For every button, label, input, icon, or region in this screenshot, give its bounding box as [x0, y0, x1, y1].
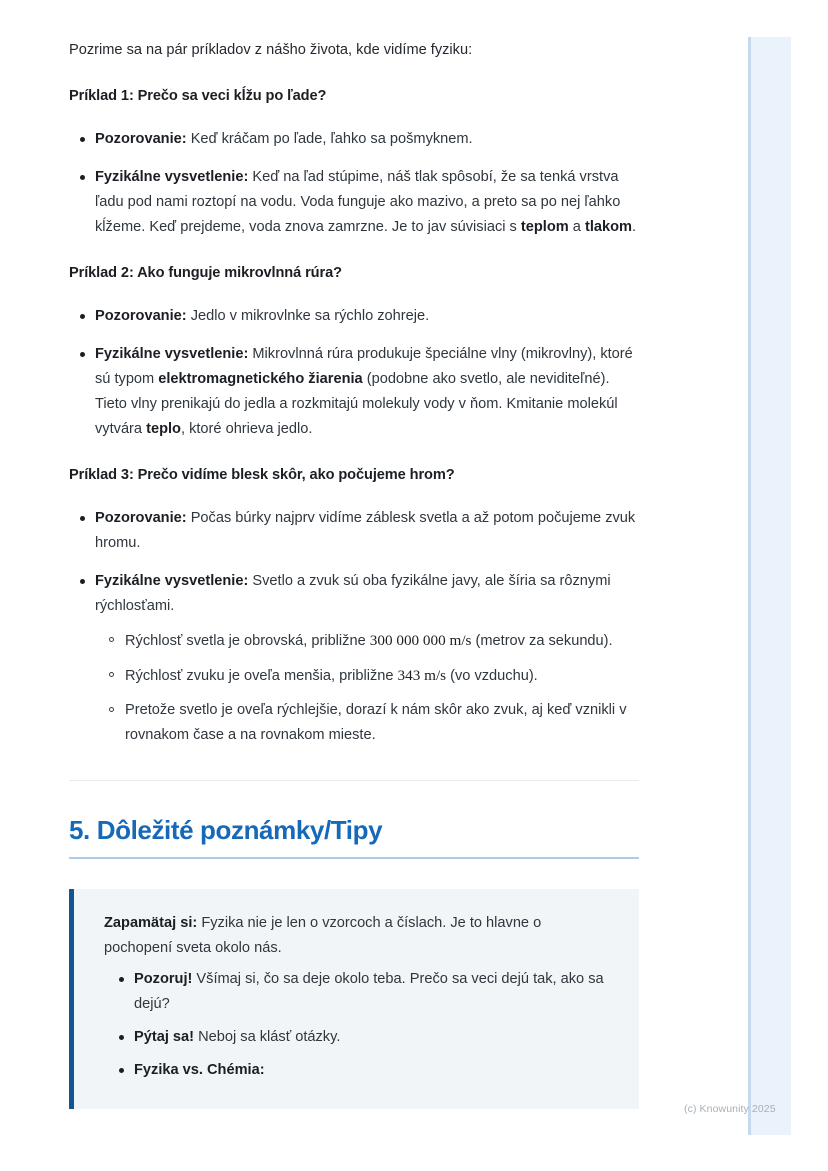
item-emphasis: elektromagnetického žiarenia	[158, 371, 363, 387]
example-3-list	[69, 506, 639, 748]
item-label: Pýtaj sa!	[134, 1029, 195, 1045]
item-emphasis: tlakom	[584, 219, 633, 235]
item-text: .	[632, 219, 637, 235]
copyright-watermark: (c) Knowunity 2025	[684, 1103, 776, 1115]
spacer	[69, 63, 639, 84]
item-text: (podobne ako svetlo, ale neviditeľné). Tieto vlny prenikajú do jedla a rozkmitajú molekuly vody v ňom. Kmitanie molekúl vytvára	[95, 371, 618, 437]
item-emphasis: teplom	[520, 219, 569, 235]
spacer	[69, 442, 639, 463]
math-expression: 343 m/s	[397, 667, 447, 684]
item-text: Počas búrky najprv vidíme záblesk svetla a až potom počujeme zvuk hromu.	[95, 510, 636, 551]
callout-list	[104, 967, 613, 1083]
sub-item-text: (metrov za sekundu).	[471, 633, 613, 649]
item-text: Mikrovlnná rúra produkuje špeciálne vlny (mikrovlny), ktoré sú typom	[95, 346, 633, 387]
sub-list-item	[125, 663, 639, 689]
list-item	[134, 967, 613, 1017]
spacer	[69, 781, 639, 813]
sub-item-text: Pretože svetlo je oveľa rýchlejšie, dorazí k nám skôr ako zvuk, aj keď vznikli v rovnakom čase a na rovnakom mieste.	[125, 702, 627, 743]
item-emphasis: teplo	[146, 421, 181, 437]
list-item	[95, 342, 639, 442]
example-3-heading: Príklad 3: Prečo vidíme blesk skôr, ako počujeme hrom?	[69, 467, 455, 483]
list-item	[95, 165, 639, 240]
list-item	[134, 1058, 613, 1083]
item-label: Fyzikálne vysvetlenie:	[95, 169, 249, 185]
sub-item-text: Rýchlosť svetla je obrovská, približne	[125, 633, 370, 649]
spacer	[69, 109, 639, 127]
important-notes-callout	[69, 889, 639, 1109]
item-text: Všímaj si, čo sa deje okolo teba. Prečo sa veci dejú tak, ako sa dejú?	[134, 971, 604, 1012]
item-text: Keď na ľad stúpime, náš tlak spôsobí, že sa tenká vrstva ľadu pod nami roztopí na vodu. Voda funguje ako mazivo, a preto sa po nej ľahko kĺžeme. Keď prejdeme, voda znova zamrzne. Je to jav súvisiaci s	[95, 169, 621, 235]
list-item	[95, 127, 639, 152]
sub-list-item	[125, 628, 639, 654]
item-label: Fyzikálne vysvetlenie:	[95, 573, 249, 589]
math-expression: 300 000 000 m/s	[369, 632, 472, 649]
item-label: Pozorovanie:	[95, 131, 187, 147]
sub-item-text: (vo vzduchu).	[446, 668, 538, 684]
example-3-sublist	[95, 628, 639, 748]
item-label: Pozorovanie:	[95, 308, 187, 324]
item-text: Keď kráčam po ľade, ľahko sa pošmyknem.	[186, 131, 473, 147]
item-label: Pozorovanie:	[95, 510, 187, 526]
intro-paragraph: Pozrime sa na pár príkladov z nášho života, kde vidíme fyziku:	[69, 42, 473, 58]
example-2-list	[69, 304, 639, 442]
document-content	[69, 38, 639, 1109]
list-item	[95, 506, 639, 556]
sub-item-text: Rýchlosť zvuku je oveľa menšia, približne	[125, 668, 398, 684]
item-text: Svetlo a zvuk sú oba fyzikálne javy, ale šíria sa rôznymi rýchlosťami.	[95, 573, 611, 614]
item-label: Pozoruj!	[134, 971, 193, 987]
spacer	[69, 748, 639, 780]
spacer	[69, 240, 639, 261]
callout-lead-label: Zapamätaj si:	[104, 915, 198, 931]
list-item	[95, 569, 639, 748]
item-text: Neboj sa klásť otázky.	[194, 1029, 341, 1045]
page-title: 5. Dôležité poznámky/Tipy	[69, 815, 383, 845]
item-text: , ktoré ohrieva jedlo.	[180, 421, 313, 437]
list-item	[95, 304, 639, 329]
item-label: Fyzikálne vysvetlenie:	[95, 346, 249, 362]
sub-list-item	[125, 698, 639, 748]
right-decorative-panel	[748, 37, 791, 1135]
spacer	[69, 488, 639, 506]
item-text: Jedlo v mikrovlnke sa rýchlo zohreje.	[186, 308, 430, 324]
example-1-list	[69, 127, 639, 240]
list-item	[134, 1025, 613, 1050]
example-1-heading: Príklad 1: Prečo sa veci kĺžu po ľade?	[69, 88, 327, 104]
section-title-underline	[69, 857, 639, 859]
callout-lead	[104, 911, 613, 961]
item-label: Fyzika vs. Chémia:	[134, 1062, 265, 1078]
spacer	[69, 286, 639, 304]
item-text: a	[568, 219, 585, 235]
example-2-heading: Príklad 2: Ako funguje mikrovlnná rúra?	[69, 265, 342, 281]
callout-lead-text: Fyzika nie je len o vzorcoch a číslach. Je to hlavne o pochopení sveta okolo nás.	[104, 915, 542, 956]
